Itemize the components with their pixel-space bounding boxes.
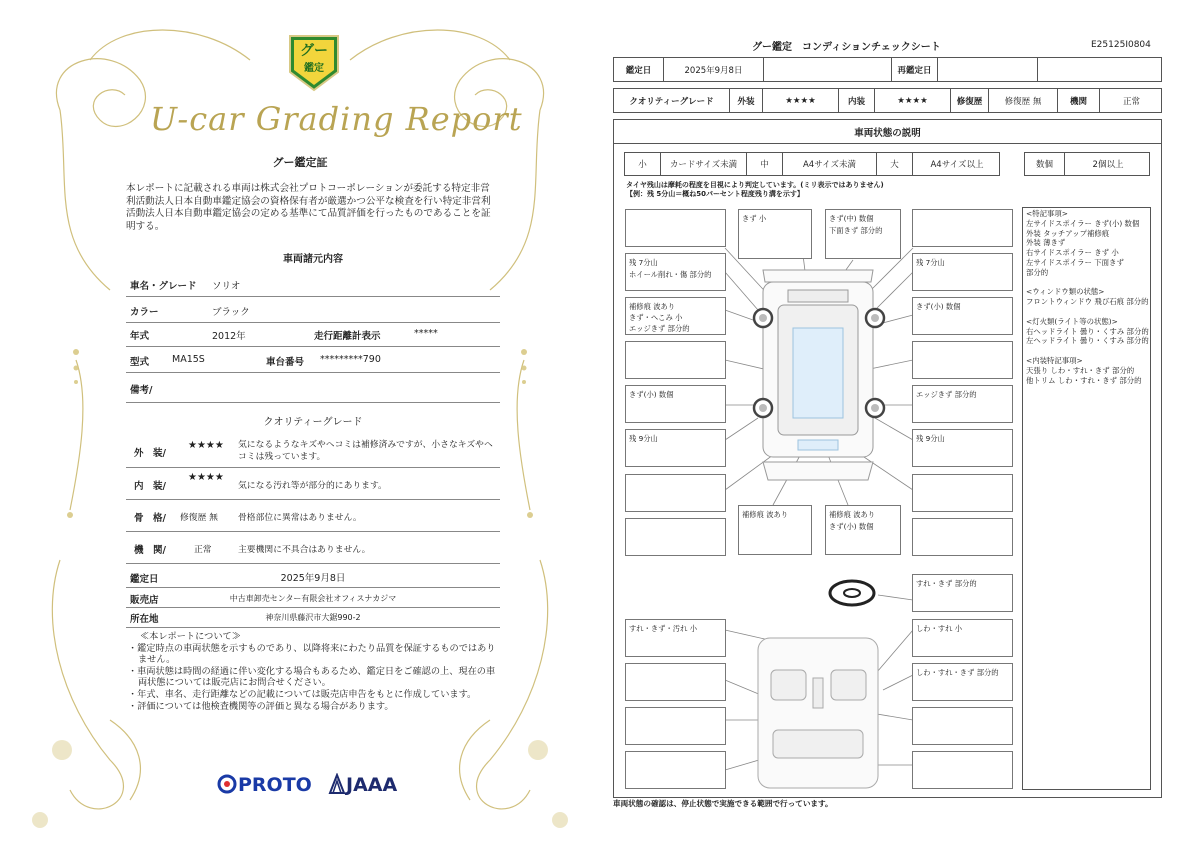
note-box [738,505,812,555]
note-box [625,297,726,335]
note-text: 残 7分山 [629,258,658,267]
note-text: 補修痕 波あり [829,510,876,519]
note-text: 残 7分山 [916,258,945,267]
note-text: エッジきず 部分的 [916,390,977,399]
note-box [625,751,726,789]
interior-stars: ★★★★ [188,472,224,483]
engine-note: 主要機関に不具合はありません。 [238,545,371,555]
sheet-engine-value: 正常 [1122,96,1140,107]
note-box [625,385,726,423]
note-item: ・評価については他検査機関等の評価と異なる場合があります。 [128,700,394,712]
note-box [912,341,1013,379]
sheet-date-empty [764,58,892,81]
address-row [126,608,500,628]
size-small: 小 [625,153,661,175]
mileage-label: 走行距離計表示 [314,331,381,342]
frame-row [126,500,500,532]
size-legend [624,152,1000,176]
tire-note-2: 【例：残 5分山＝概ね50パーセント程度残り溝を示す】 [626,190,804,198]
model-label: 型式 [130,357,150,368]
date-label: 鑑定日 [130,574,159,585]
note-box [912,619,1013,657]
sheet-date-value: 2025年9月8日 [664,58,764,81]
note-box [825,209,901,259]
note-box [625,429,726,467]
car-top-view [763,270,873,480]
note-box [625,619,726,657]
note-box [912,751,1013,789]
note-text: 補修痕 波あり [629,302,676,311]
sheet-repair-label: 修復歴 [951,89,989,112]
shop-row [126,588,500,608]
note-box [912,209,1013,247]
color-row [126,297,500,323]
note-text: きず・へこみ 小 [629,313,683,322]
exterior-note: 気になるようなキズやヘコミは補修済みですが、小さなキズやヘコミは残っています。 [238,440,493,462]
mileage-value: ***** [414,328,438,339]
sheet-title: グー鑑定 コンディションチェックシート [752,42,941,53]
note-box [738,209,812,259]
note-text: しわ・すれ・きず 部分的 [916,668,999,677]
interior-label: 内 装/ [134,481,166,492]
jaaa-logo [328,773,397,796]
note-text: きず(小) 数個 [916,302,961,311]
note-text: きず 小 [742,214,767,223]
sheet-interior-stars: ★★★★ [875,89,951,112]
sheet-repair-value: 修復歴 無 [989,89,1058,112]
proto-logo-text: PROTO [238,774,312,796]
sheet-date-label: 鑑定日 [614,58,664,81]
color-value: ブラック [212,307,250,318]
goo-kantei-badge [286,32,342,94]
note-box [625,518,726,556]
note-item: ・鑑定時点の車両状態を示すものであり、以降将来にわたり品質を保証するものではありません。 [128,642,496,666]
cert-title: グー鑑定証 [272,156,328,169]
exterior-stars: ★★★★ [188,440,224,451]
note-text: しわ・すれ 小 [916,624,963,633]
condition-section-title: 車両状態の説明 [614,120,1161,144]
proto-logo [216,773,312,796]
note-box [912,574,1013,612]
note-box [625,663,726,701]
sheet-id: E25125I0804 [1091,40,1151,50]
note-box [625,474,726,512]
note-item: ・車両状態は時間の経過に伴い変化する場合もあるため、鑑定日をご確認の上、現在の車両状態については販売店にお問合せください。 [128,665,496,689]
note-text: 補修痕 波あり [742,510,789,519]
sheet-footer: 車両状態の確認は、停止状態で実施できる範囲で行っています。 [613,799,833,808]
size-small-desc: カードサイズ未満 [661,153,747,175]
model-row [126,347,500,373]
exterior-label: 外 装/ [134,448,166,459]
address-label: 所在地 [130,614,159,625]
sheet-engine-label: 機関 [1058,89,1100,112]
note-box [912,385,1013,423]
note-text: きず(小) 数個 [829,522,874,531]
notes-title: ≪本レポートについて≫ [140,631,241,642]
proto-mark-icon [216,773,238,795]
date-value: 2025年9月8日 [280,573,346,584]
color-label: カラー [130,307,159,318]
year-value: 2012年 [212,331,246,342]
cert-text: 本レポートに記載される車両は株式会社プロトコーポレーションが委託する特定非営利活動法人日本自動車鑑定協会の資格保有者が厳選かつ公平な検査を行い特定非営利活動法人日本自動車鑑定協会の定める基準にて品質評価を行ったものであることを証明する。 [126,183,491,232]
note-box [912,253,1013,291]
interior-note: 気になる汚れ等が部分的にあります。 [238,481,387,491]
redate-value [938,58,1038,81]
count-desc: 2個以上 [1092,160,1124,170]
note-box [912,707,1013,745]
note-box [625,707,726,745]
note-text: ホイール削れ・傷 部分的 [629,270,712,279]
note-text: 残 9分山 [916,434,945,443]
note-box [625,253,726,291]
engine-row [126,532,500,564]
note-box [912,297,1013,335]
quality-table [613,88,1162,113]
redate-label: 再鑑定日 [892,58,938,81]
engine-value: 正常 [194,545,212,555]
interior-row [126,468,500,500]
name-value: ソリオ [212,281,241,292]
note-text: すれ・きず 部分的 [916,579,977,588]
size-mid-desc: A4サイズ未満 [783,153,877,175]
year-label: 年式 [130,331,150,342]
car-interior-view [758,638,878,788]
size-large: 大 [877,153,913,175]
engine-label: 機 関/ [134,545,166,556]
tire-note-1: タイヤ残山は摩耗の程度を目視により判定しています。(ミリ表示ではありません) [626,181,884,189]
note-text: 下面きず 部分的 [829,226,883,235]
note-box [825,505,901,555]
steering-wheel-icon [830,581,874,605]
note-box [912,474,1013,512]
note-text: きず(中) 数個 [829,214,874,223]
jaaa-mark-icon [328,773,346,795]
frame-label: 骨 格/ [134,513,166,524]
note-box [912,518,1013,556]
badge-top-text: グー [300,43,328,59]
note-box [625,341,726,379]
name-label: 車名・グレード [130,281,197,292]
name-row [126,271,500,297]
badge-bottom-text: 鑑定 [304,63,324,74]
report-title: U-car Grading Report [150,100,523,138]
frame-value: 修復歴 無 [180,513,218,523]
quality-title: クオリティーグレード [263,417,363,428]
note-box [625,209,726,247]
chassis-label: 車台番号 [266,357,305,368]
sheet-quality-label: クオリティーグレード [614,89,730,112]
size-mid: 中 [747,153,783,175]
remarks-row [126,373,500,403]
shop-label: 販売店 [130,595,159,606]
note-text: エッジきず 部分的 [629,324,690,333]
exterior-row [126,432,500,468]
report-notes [126,631,496,712]
address-value: 神奈川県藤沢市大鋸990-2 [265,613,361,622]
model-value: MA15S [172,354,205,365]
date-row [126,566,500,588]
sheet-exterior-label: 外装 [730,89,763,112]
year-row [126,323,500,347]
chassis-value: *********790 [320,354,381,365]
remarks-label: 備考/ [130,385,153,396]
note-box [912,429,1013,467]
special-notes: <特記事項> 左サイドスポイラー きず(小) 数個 外装 タッチアップ補修痕 外装 薄きず 右サイドスポイラー きず 小 左サイドスポイラー 下面きず 部分的 <ウィンドウ類の状態> フロントウィンドウ 飛び石痕 部分的 <灯火類(ライト等の状態)> 右ヘッドライト 曇り・くすみ 部分的 左ヘッドライト 曇り・くすみ 部分的 <内装特記事項> 天張り しわ・すれ・きず 部分的 他トリム しわ・すれ・きず 部分的 [1026,209,1149,385]
note-text: 残 9分山 [629,434,658,443]
note-item: ・年式、車名、走行距離などの記載については販売店申告をもとに作成しています。 [128,688,477,700]
sheet-exterior-stars: ★★★★ [763,89,839,112]
frame-note: 骨格部位に異常はありません。 [238,513,362,523]
count-label: 数個 [1025,153,1065,175]
note-text: きず(小) 数個 [629,390,674,399]
note-text: すれ・きず・汚れ 小 [629,624,697,633]
jaaa-logo-text: JAAA [346,774,398,796]
shop-value: 中古車卸売センター有限会社オフィスナカジマ [229,594,397,603]
note-box [912,663,1013,701]
date-table [613,57,1162,82]
count-legend [1024,152,1150,176]
spec-title: 車両諸元内容 [283,254,343,265]
sheet-interior-label: 内装 [839,89,875,112]
size-large-desc: A4サイズ以上 [930,160,984,170]
